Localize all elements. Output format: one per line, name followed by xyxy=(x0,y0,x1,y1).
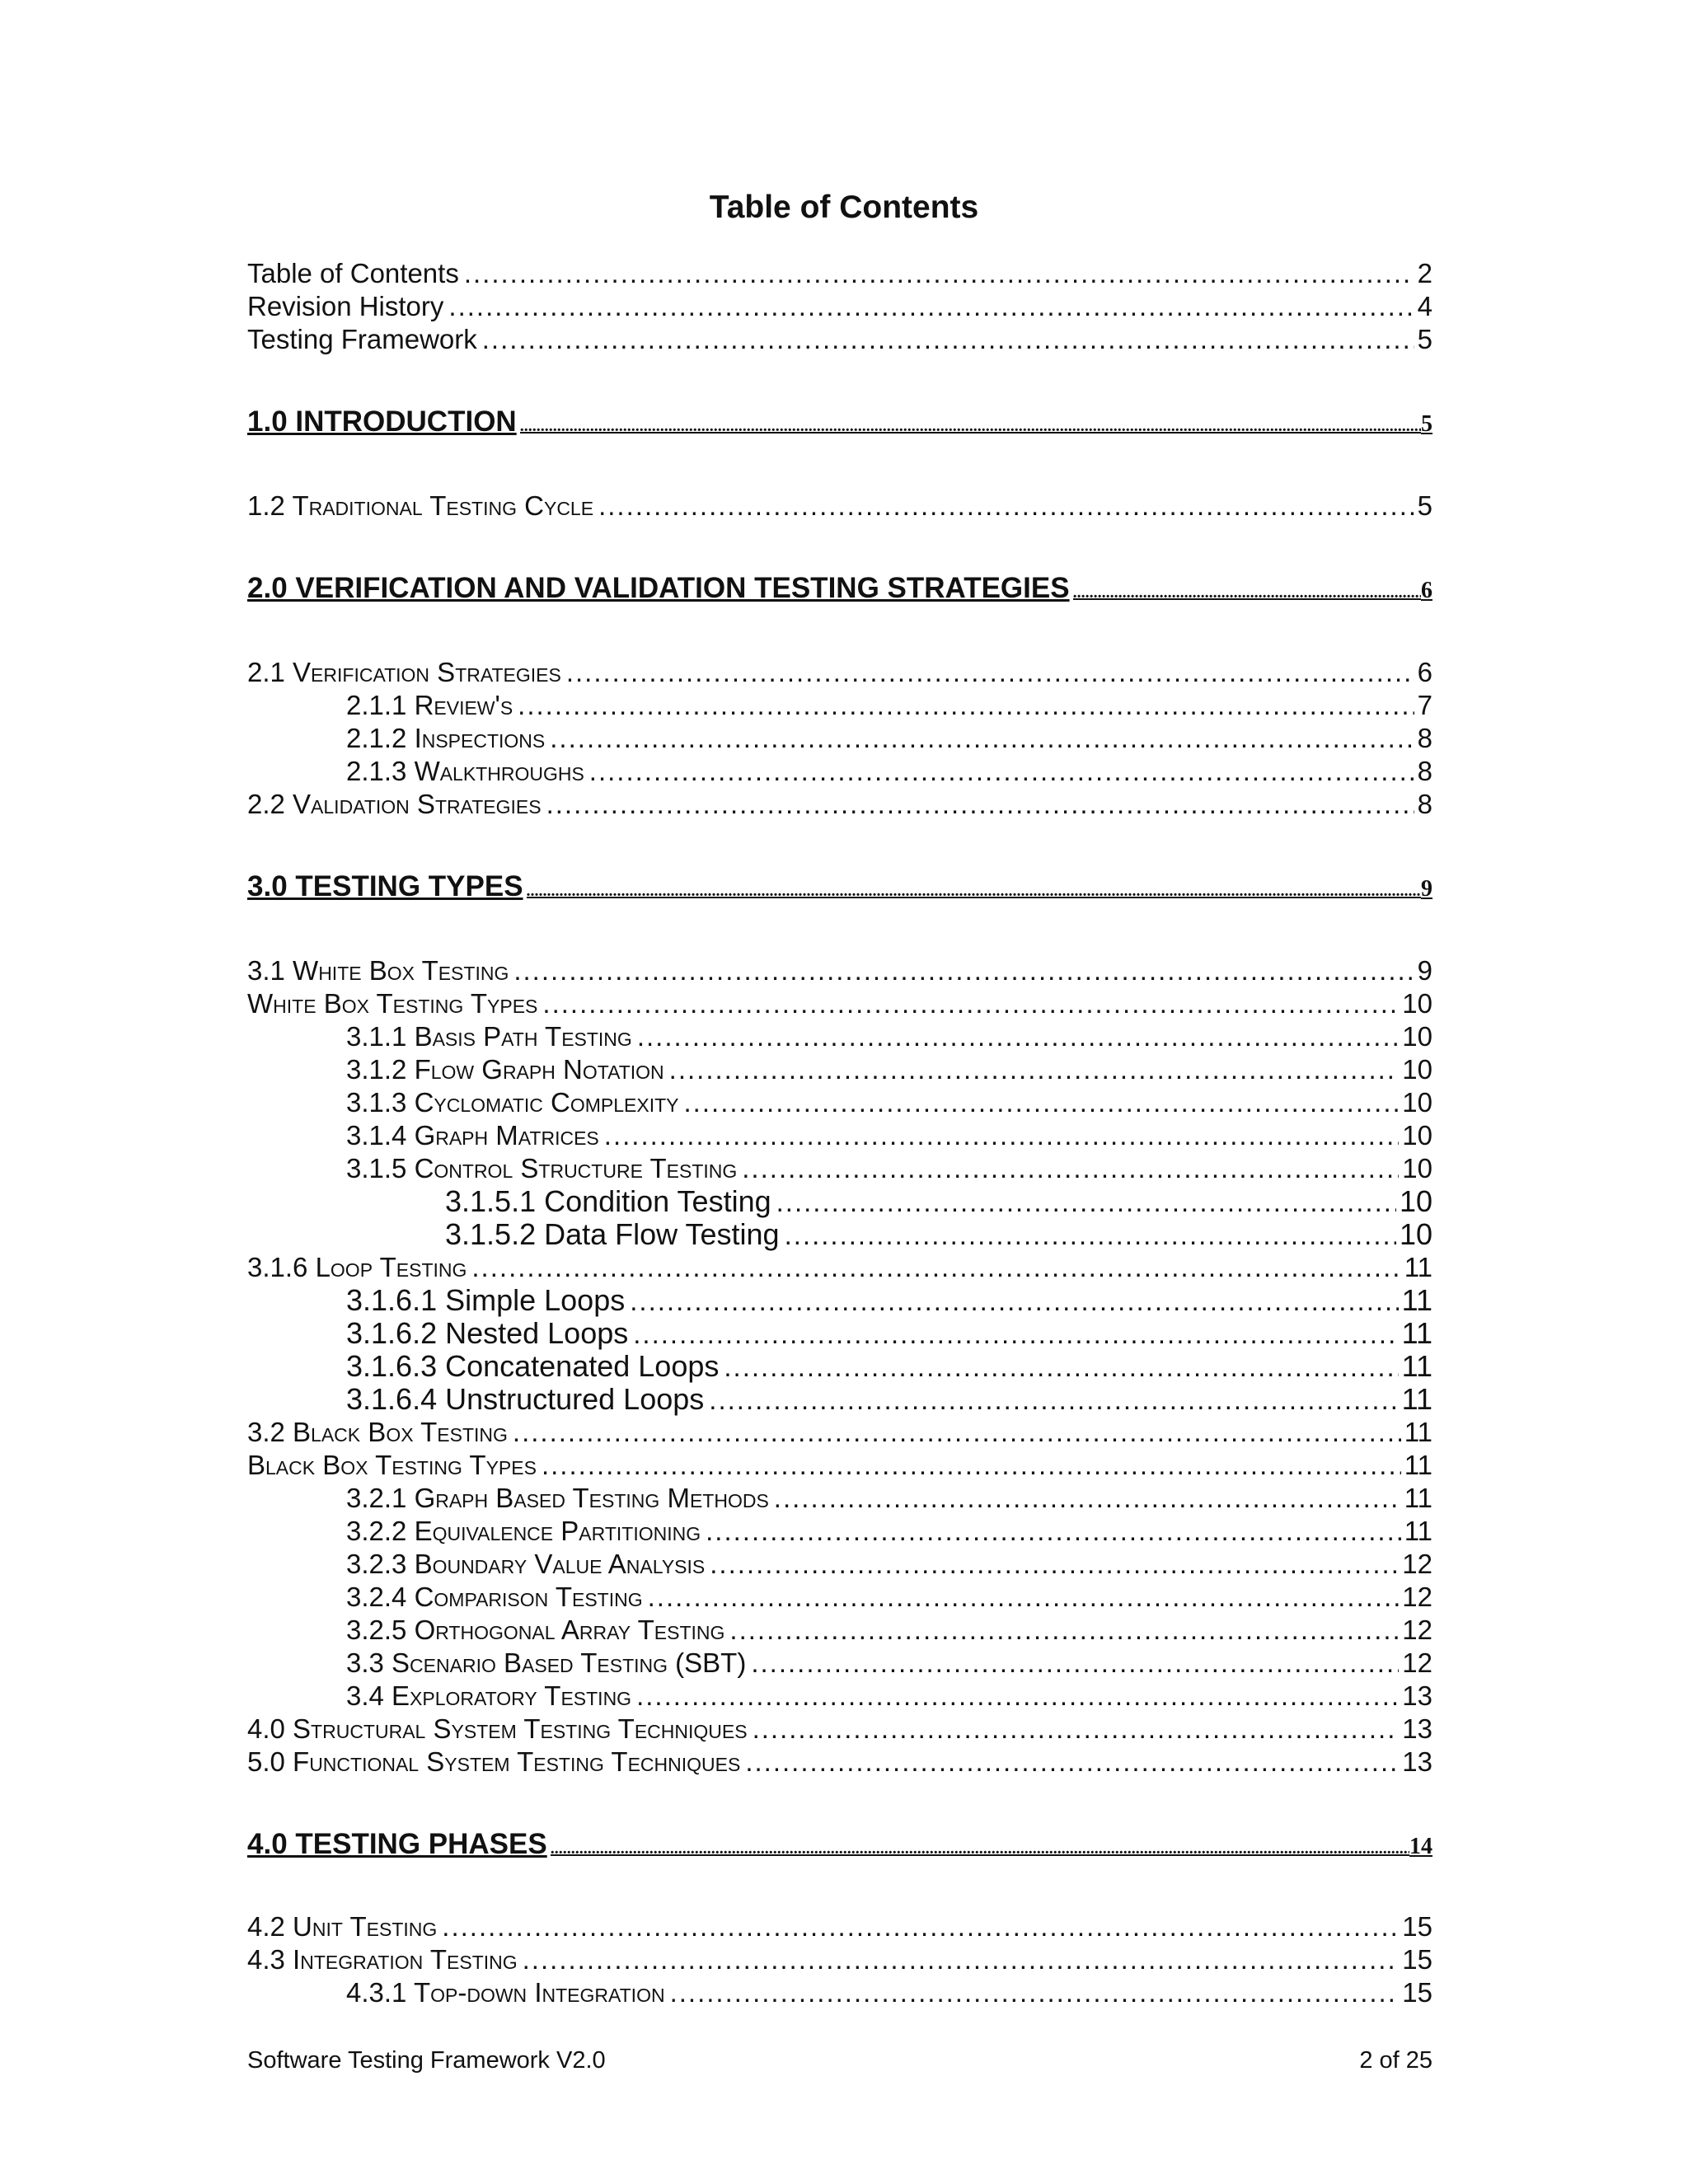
toc-leader xyxy=(1073,576,1421,609)
toc-leader xyxy=(598,490,1414,523)
toc-entry xyxy=(247,987,1432,1020)
page-title: Table of Contents xyxy=(709,190,979,225)
toc-entry-label: 4.0 Structural System Testing Techniques xyxy=(247,1713,748,1744)
toc-entry-label: 3.2 Black Box Testing xyxy=(247,1417,508,1447)
toc-entry-label: 4.2 Unit Testing xyxy=(247,1911,438,1942)
toc-entry xyxy=(346,1515,1432,1548)
toc-entry xyxy=(247,1943,1432,1976)
toc-entry-page: 10 xyxy=(1402,1087,1432,1118)
toc-leader xyxy=(742,1152,1399,1185)
toc-entry-page: 11 xyxy=(1404,1417,1432,1447)
toc-entry-page: 5 xyxy=(1417,490,1432,521)
toc-entry-label: 3.1 White Box Testing xyxy=(247,955,509,986)
toc-entry xyxy=(346,1614,1432,1647)
toc-entry-page: 11 xyxy=(1401,1382,1432,1416)
toc-entry-label: 3.1.4 Graph Matrices xyxy=(346,1120,599,1151)
toc-entry-label: 1.2 Traditional Testing Cycle xyxy=(247,490,594,521)
toc-entry xyxy=(346,1548,1432,1581)
toc-entry xyxy=(247,490,1432,523)
toc-leader xyxy=(518,689,1414,722)
toc-entry-page: 11 xyxy=(1404,1450,1432,1480)
toc-entry-label: Table of Contents xyxy=(247,258,459,288)
toc-entry xyxy=(346,1383,1432,1417)
toc-entry-page: 10 xyxy=(1402,1021,1432,1052)
toc-section-heading xyxy=(247,405,1432,443)
toc-leader xyxy=(513,1416,1401,1449)
toc-entry-page: 10 xyxy=(1402,1054,1432,1085)
toc-entry xyxy=(346,1152,1432,1185)
toc-entry xyxy=(346,1119,1432,1152)
toc-leader xyxy=(566,656,1414,689)
toc-entry-label: 3.1.2 Flow Graph Notation xyxy=(346,1054,664,1085)
toc-leader xyxy=(774,1482,1401,1515)
toc-entry xyxy=(346,689,1432,722)
toc-entry-label: 4.3.1 Top-down Integration xyxy=(346,1977,665,2008)
toc-entry xyxy=(247,1713,1432,1746)
toc-entry-label: 2.1.3 Walkthroughs xyxy=(346,756,584,786)
toc-leader xyxy=(710,1548,1399,1581)
page-footer xyxy=(247,2044,1432,2077)
toc-entry-page: 9 xyxy=(1421,876,1432,902)
toc-leader xyxy=(550,722,1414,755)
toc-entry-label: 2.2 Validation Strategies xyxy=(247,789,542,819)
footer-document-name: Software Testing Framework V2.0 xyxy=(247,2047,606,2074)
toc-leader xyxy=(542,987,1399,1020)
toc-entry xyxy=(346,1680,1432,1713)
toc-entry-label: 2.0 VERIFICATION AND VALIDATION TESTING STRATEGIES xyxy=(247,572,1070,604)
toc-section-heading xyxy=(247,572,1432,609)
toc-entry-label: 3.0 TESTING TYPES xyxy=(247,870,523,902)
toc-entry-page: 11 xyxy=(1404,1252,1432,1282)
toc-leader xyxy=(448,290,1414,323)
toc-entry xyxy=(247,257,1432,290)
toc-entry-label: 3.1.1 Basis Path Testing xyxy=(346,1021,632,1052)
toc-leader xyxy=(753,1713,1400,1746)
toc-entry-label: 3.2.3 Boundary Value Analysis xyxy=(346,1549,706,1579)
toc-leader xyxy=(785,1219,1396,1252)
toc-entry-label: 1.0 INTRODUCTION xyxy=(247,405,517,438)
toc-entry-label: 3.1.6.4 Unstructured Loops xyxy=(346,1382,705,1416)
toc-leader xyxy=(706,1515,1401,1548)
toc-leader xyxy=(637,1020,1399,1053)
toc-leader xyxy=(709,1384,1398,1417)
toc-entry-label: 3.1.6.3 Concatenated Loops xyxy=(346,1349,720,1383)
toc-entry xyxy=(346,1284,1432,1318)
toc-entry-page: 8 xyxy=(1417,756,1432,786)
toc-leader xyxy=(729,1614,1399,1647)
toc-entry-page: 12 xyxy=(1402,1582,1432,1612)
toc-entry-page: 10 xyxy=(1402,1120,1432,1151)
toc-entry-label: White Box Testing Types xyxy=(247,988,538,1019)
toc-entry-page: 5 xyxy=(1421,411,1432,437)
toc-entry xyxy=(247,656,1432,689)
toc-entry xyxy=(346,755,1432,788)
toc-leader xyxy=(464,257,1414,290)
toc-entry-label: 3.1.6.1 Simple Loops xyxy=(346,1283,626,1317)
toc-section-heading xyxy=(247,870,1432,907)
toc-entry-label: 3.1.5.1 Condition Testing xyxy=(445,1184,771,1218)
toc-leader xyxy=(520,410,1421,443)
toc-entry xyxy=(445,1218,1432,1252)
toc-entry-label: Revision History xyxy=(247,291,444,321)
toc-entry xyxy=(247,954,1432,987)
toc-entry-label: 3.3 Scenario Based Testing (SBT) xyxy=(346,1647,747,1678)
toc-entry-page: 13 xyxy=(1402,1746,1432,1777)
toc-leader xyxy=(442,1910,1399,1943)
toc-entry-page: 11 xyxy=(1401,1349,1432,1383)
toc-entry xyxy=(346,1482,1432,1515)
toc-entry-page: 15 xyxy=(1402,1977,1432,2008)
toc-entry-page: 11 xyxy=(1404,1516,1432,1546)
toc-entry-label: 3.4 Exploratory Testing xyxy=(346,1680,632,1711)
toc-entry-label: Testing Framework xyxy=(247,324,477,354)
toc-leader xyxy=(669,1053,1400,1086)
toc-entry-page: 15 xyxy=(1402,1911,1432,1942)
toc-entry xyxy=(346,1647,1432,1680)
toc-leader xyxy=(724,1351,1398,1384)
toc-entry xyxy=(346,1976,1432,2009)
toc-entry-page: 12 xyxy=(1402,1615,1432,1645)
toc-entry-page: 11 xyxy=(1401,1283,1432,1317)
toc-leader xyxy=(745,1746,1399,1779)
toc-entry xyxy=(346,1086,1432,1119)
toc-entry-page: 12 xyxy=(1402,1549,1432,1579)
toc-entry-label: 2.1.1 Review's xyxy=(346,690,513,720)
toc-entry-label: 3.1.6 Loop Testing xyxy=(247,1252,467,1282)
toc-leader xyxy=(751,1647,1399,1680)
toc-leader xyxy=(471,1251,1400,1284)
toc-entry-label: 3.1.5.2 Data Flow Testing xyxy=(445,1217,780,1251)
toc-entry xyxy=(247,323,1432,356)
toc-leader xyxy=(776,1186,1396,1219)
toc-leader xyxy=(648,1581,1400,1614)
toc-entry xyxy=(346,1020,1432,1053)
toc-entry-label: 2.1 Verification Strategies xyxy=(247,657,561,687)
toc-entry-page: 6 xyxy=(1417,657,1432,687)
toc-leader xyxy=(636,1680,1399,1713)
toc-entry xyxy=(346,1317,1432,1351)
toc-entry-page: 11 xyxy=(1401,1316,1432,1350)
toc-entry-label: 3.1.3 Cyclomatic Complexity xyxy=(346,1087,679,1118)
toc-entry-page: 12 xyxy=(1402,1647,1432,1678)
toc-entry xyxy=(247,788,1432,821)
toc-entry xyxy=(445,1185,1432,1219)
toc-entry-page: 6 xyxy=(1421,578,1432,603)
toc-entry xyxy=(346,1581,1432,1614)
toc-leader xyxy=(546,788,1414,821)
toc-entry-page: 7 xyxy=(1417,690,1432,720)
toc-entry xyxy=(247,1910,1432,1943)
toc-leader xyxy=(551,1832,1409,1865)
toc-entry xyxy=(346,1350,1432,1384)
toc-entry-label: 3.1.5 Control Structure Testing xyxy=(346,1153,738,1183)
toc-entry-page: 8 xyxy=(1417,789,1432,819)
toc-entry-page: 5 xyxy=(1417,324,1432,354)
toc-leader xyxy=(523,1943,1400,1976)
toc-entry-page: 14 xyxy=(1409,1834,1432,1859)
toc-leader xyxy=(589,755,1414,788)
toc-entry xyxy=(346,722,1432,755)
toc-entry-page: 8 xyxy=(1417,723,1432,753)
toc-leader xyxy=(630,1285,1398,1318)
toc-entry-page: 10 xyxy=(1399,1217,1432,1251)
toc-entry-page: 13 xyxy=(1402,1680,1432,1711)
toc-leader xyxy=(527,874,1421,907)
toc-leader xyxy=(513,954,1414,987)
toc-entry-label: Black Box Testing Types xyxy=(247,1450,537,1480)
toc-entry-page: 4 xyxy=(1417,291,1432,321)
toc-entry-page: 10 xyxy=(1402,988,1432,1019)
toc-entry-page: 11 xyxy=(1404,1483,1432,1513)
toc-entry-label: 2.1.2 Inspections xyxy=(346,723,546,753)
toc-entry xyxy=(247,1449,1432,1482)
toc-entry-label: 3.2.2 Equivalence Partitioning xyxy=(346,1516,701,1546)
footer-page-number: 2 of 25 xyxy=(1359,2047,1432,2074)
toc-entry xyxy=(247,1416,1432,1449)
toc-entry xyxy=(247,290,1432,323)
toc-section-heading xyxy=(247,1828,1432,1865)
toc-leader xyxy=(482,323,1414,356)
toc-leader xyxy=(633,1318,1398,1351)
toc-entry-page: 10 xyxy=(1399,1184,1432,1218)
toc-entry-page: 13 xyxy=(1402,1713,1432,1744)
toc-leader xyxy=(684,1086,1400,1119)
toc-entry-label: 5.0 Functional System Testing Techniques xyxy=(247,1746,741,1777)
toc-entry-page: 10 xyxy=(1402,1153,1432,1183)
toc-entry-label: 4.0 TESTING PHASES xyxy=(247,1828,547,1860)
toc-entry-label: 3.1.6.2 Nested Loops xyxy=(346,1316,629,1350)
toc-entry-label: 4.3 Integration Testing xyxy=(247,1944,518,1975)
toc-entry xyxy=(247,1251,1432,1284)
toc-entry-label: 3.2.1 Graph Based Testing Methods xyxy=(346,1483,769,1513)
toc-entry-page: 9 xyxy=(1417,955,1432,986)
toc-leader xyxy=(542,1449,1401,1482)
toc-entry-label: 3.2.4 Comparison Testing xyxy=(346,1582,643,1612)
toc-entry-label: 3.2.5 Orthogonal Array Testing xyxy=(346,1615,725,1645)
toc-entry xyxy=(247,1746,1432,1779)
toc-entry xyxy=(346,1053,1432,1086)
toc-leader xyxy=(670,1976,1400,2009)
toc-entry-page: 15 xyxy=(1402,1944,1432,1975)
toc-entry-page: 2 xyxy=(1417,258,1432,288)
toc-leader xyxy=(604,1119,1400,1152)
